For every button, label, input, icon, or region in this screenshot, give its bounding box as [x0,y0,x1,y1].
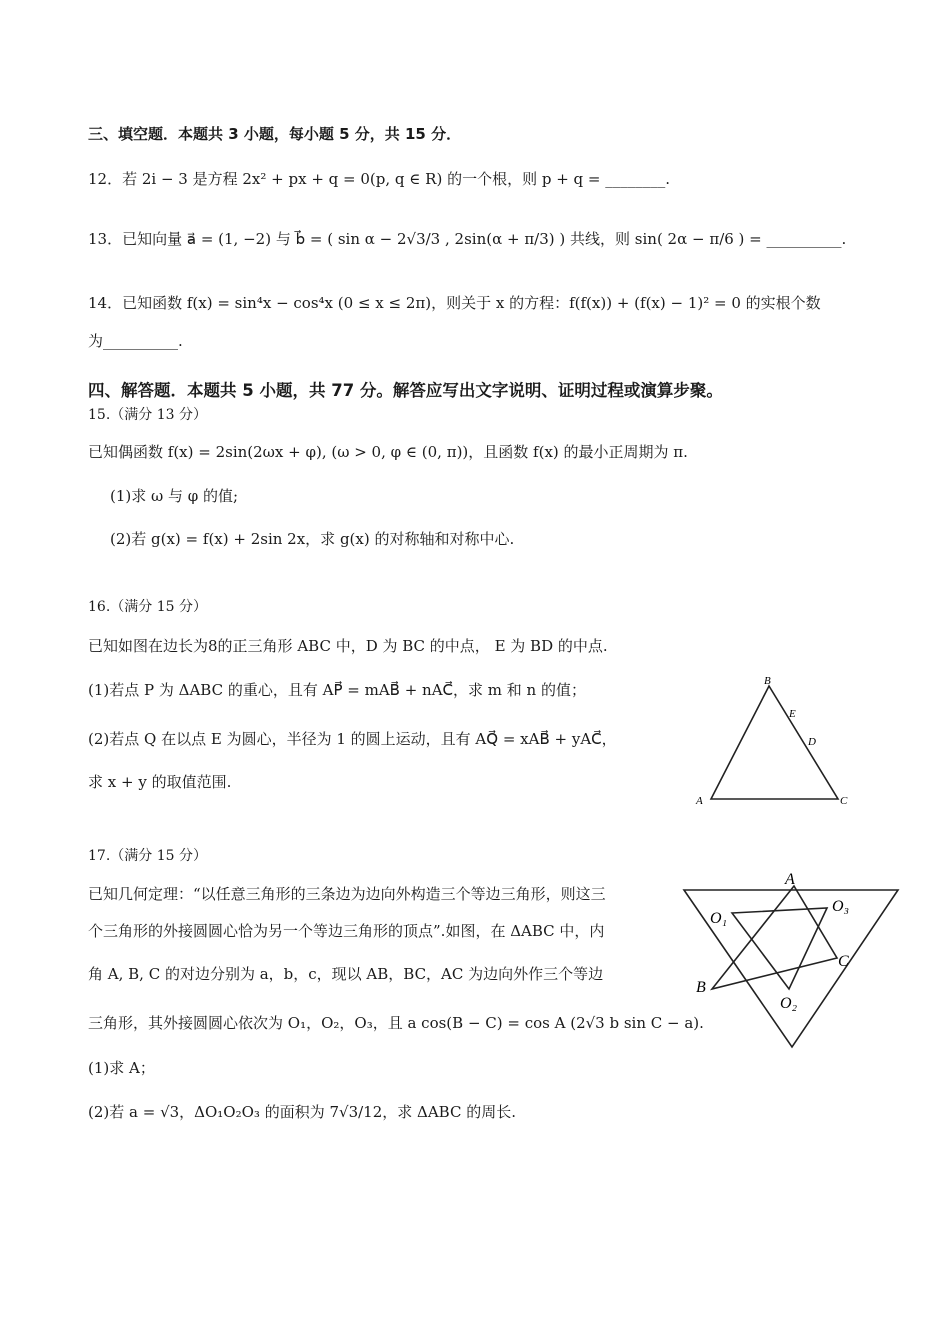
label-o3: O₃ [832,898,850,915]
question-16-title: 16.（满分 15 分） [88,599,207,615]
question-16-part2: (2)若点 Q 在以点 E 为圆心，半径为 1 的圆上运动，且有 AQ⃗ = xAB⃗ + yAC⃗， [88,730,617,748]
label-a: A [785,871,795,888]
label-b: B [696,979,706,996]
label-c: C [840,795,848,807]
question-15-part2: (2)若 g(x) = f(x) + 2sin 2x，求 g(x) 的对称轴和对称中心. [110,530,515,548]
question-15-title: 15.（满分 13 分） [88,407,207,423]
label-d: D [808,736,816,748]
question-12: 12．若 2i − 3 是方程 2x² + px + q = 0(p, q ∈ R) 的一个根，则 p + q = ________. [88,170,671,188]
question-17-line3: 角 A, B, C 的对边分别为 a，b，c，现以 AB，BC，AC 为边向外作三个等边 [88,965,604,983]
question-16-stem: 已知如图在边长为8的正三角形 ABC 中，D 为 BC 的中点， E 为 BD 的中点. [88,637,608,655]
question-17-title: 17.（满分 15 分） [88,848,207,864]
figure-napoleon-triangles [672,868,912,1052]
label-e: E [789,708,796,720]
question-13: 13．已知向量 a⃗ = (1, −2) 与 b⃗ = ( sin α − 2√3/3 , 2sin(α + π/3) ) 共线，则 sin( 2α − π/6 ) = __________. [88,230,847,248]
figure-equilateral-triangle [690,675,860,815]
label-c: C [838,953,849,970]
question-17-line4: 三角形，其外接圆圆心依次为 O₁，O₂，O₃，且 a cos(B − C) = cos A (2√3 b sin C − a). [88,1014,704,1032]
section4-heading: 四、解答题．本题共 5 小题，共 77 分。解答应写出文字说明、证明过程或演算步聚。 [88,381,723,400]
label-a: A [696,795,703,807]
question-16-part1: (1)若点 P 为 ΔABC 的重心，且有 AP⃗ = mAB⃗ + nAC⃗，求 m 和 n 的值； [88,681,586,699]
question-14-line1: 14．已知函数 f(x) = sin⁴x − cos⁴x (0 ≤ x ≤ 2π)，则关于 x 的方程：f(f(x)) + (f(x) − 1)² = 0 的实根个数 [88,294,821,312]
triangle-o1o2o3 [732,908,827,989]
triangle-abc [712,886,837,989]
question-15-part1: (1)求 ω 与 φ 的值; [110,487,239,505]
question-17-part1: (1)求 A； [88,1059,155,1077]
question-17-line1: 已知几何定理：“以任意三角形的三条边为边向外构造三个等边三角形，则这三 [88,885,606,903]
question-17-line2: 个三角形的外接圆圆心恰为另一个等边三角形的顶点”.如图，在 ΔABC 中，内 [88,922,605,940]
question-17-part2: (2)若 a = √3，ΔO₁O₂O₃ 的面积为 7√3/12，求 ΔABC 的周长. [88,1103,516,1121]
label-o2: O₂ [780,995,798,1012]
question-15-stem: 已知偶函数 f(x) = 2sin(2ωx + φ), (ω > 0, φ ∈ (0, π))，且函数 f(x) 的最小正周期为 π. [88,443,688,461]
question-16-part2b: 求 x + y 的取值范围. [88,773,232,791]
label-b: B [764,675,771,687]
question-14-line2: 为__________. [88,332,183,350]
label-o1: O₁ [710,910,728,927]
triangle-abc [711,686,838,799]
section3-heading: 三、填空题．本题共 3 小题，每小题 5 分，共 15 分． [88,125,462,143]
